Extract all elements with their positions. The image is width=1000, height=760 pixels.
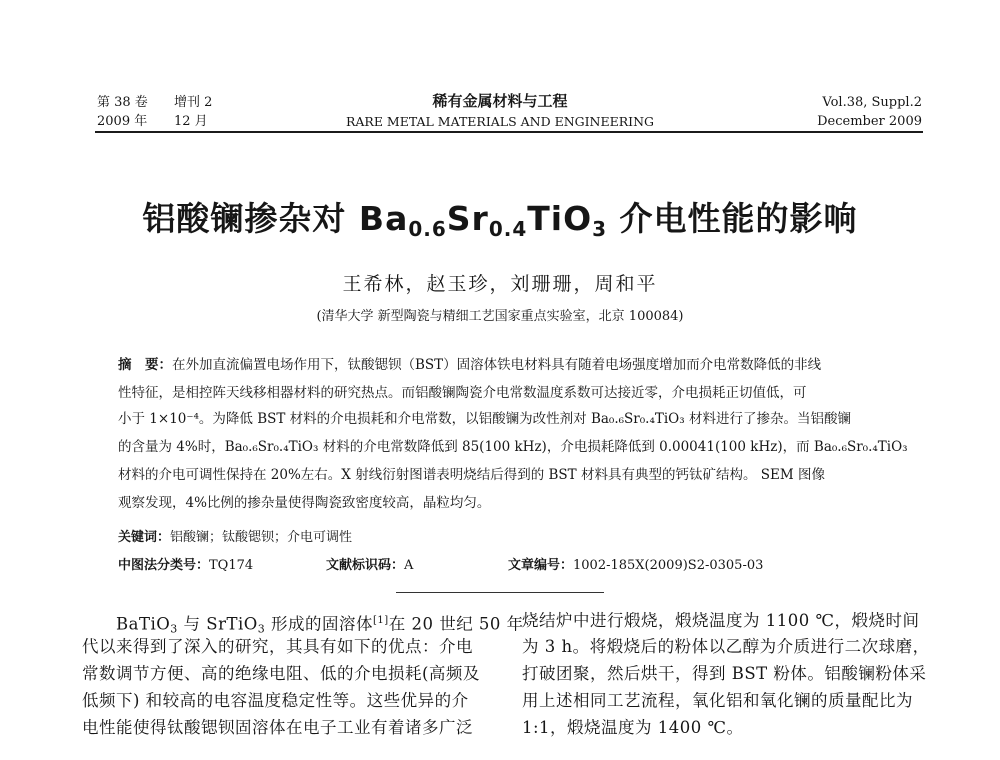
journal-title-cn: 稀有金属材料与工程 [432,92,568,110]
journal-title-en: RARE METAL MATERIALS AND ENGINEERING [345,114,655,129]
formula-subscript: 0.4 [488,217,528,241]
clc-number [118,554,253,573]
clc-label: 中图法分类号： [118,558,210,573]
volume-label: 第 38 卷 [97,95,148,110]
formula-element: Ba [358,199,409,238]
doc-code [326,554,413,573]
paper-title [0,193,1000,241]
body-left-line: BaTiO$_3$ 与 SrTiO$_3$ 形成的固溶体[1]在 20 世纪 50 年 [116,614,524,636]
body-left-line: 代以来得到了深入的研究，其具有如下的优点：介电 [82,637,473,656]
abstract-text: 在外加直流偏置电场作用下，钛酸锶钡（BST）固溶体铁电材料具有随着电场强度增加而介电常数降低的非线 [172,357,822,373]
title-formula [358,199,608,241]
abstract-line: 小于 1×10⁻⁴。为降低 BST 材料的介电损耗和介电常数，以铝酸镧为改性剂对 Ba₀.₆Sr₀.₄TiO₃ 材料进行了掺杂。当铝酸镧 [118,411,851,427]
body-left-line: 电性能使得钛酸锶钡固溶体在电子工业有着诸多广泛 [82,718,473,737]
abstract-line: 性特征，是相控阵天线移相器材料的研究热点。而铝酸镧陶瓷介电常数温度系数可达接近零，介电损耗正切值低，可 [118,385,807,401]
header-rule [95,131,923,133]
volume-en: Vol.38, Suppl.2 [822,95,922,110]
body-left-line: 低频下) 和较高的电容温度稳定性等。这些优异的介 [82,691,469,710]
body-right-line: 1:1，煅烧温度为 1400 ℃。 [522,718,744,737]
title-suffix: 介电性能的影响 [607,199,858,238]
formula-subscript: 0.6 [408,217,447,241]
author-list: 王希林，赵玉珍，刘珊珊，周和平 [342,273,658,295]
affiliation: (清华大学 新型陶瓷与精细工艺国家重点实验室，北京 100084) [316,309,684,324]
article-number-label: 文章编号： [508,558,574,573]
abstract-line: 观察发现，4%比例的掺杂量使得陶瓷致密度较高，晶粒均匀。 [118,495,491,511]
section-divider [396,592,604,593]
article-number-value: 1002-185X(2009)S2-0305-03 [573,558,764,573]
body-right-line: 用上述相同工艺流程，氧化铝和氧化镧的质量配比为 [522,691,913,710]
doc-label: 文献标识码： [326,558,405,573]
formula-element: Sr [446,199,489,238]
abstract-line: 的含量为 4%时，Ba₀.₆Sr₀.₄TiO₃ 材料的介电常数降低到 85(100 kHz)，介电损耗降低到 0.00041(100 kHz)，而 Ba₀.₆Sr₀.₄TiO₃ [118,439,908,455]
citation-ref: [1] [373,615,389,626]
abstract-line [118,356,821,374]
abstract-label: 摘 要： [118,357,172,373]
keywords-value: 铝酸镧；钛酸锶钡；介电可调性 [170,530,353,545]
title-prefix: 铝酸镧掺杂对 [142,199,359,238]
formula-subscript: 3 [592,217,608,241]
body-right-line: 烧结炉中进行煅烧，煅烧温度为 1100 ℃，煅烧时间 [522,611,920,630]
keywords-label: 关键词： [118,530,171,545]
year-label: 2009 年 [97,114,148,129]
date-en: December 2009 [817,114,922,129]
formula-element: TiO [527,199,593,238]
body-right-line: 打破团聚，然后烘干，得到 BST 粉体。铝酸镧粉体采 [522,664,927,683]
issue-label: 增刊 2 [174,95,213,110]
clc-value: TQ174 [209,558,254,573]
article-number [508,554,763,573]
keywords [118,526,352,545]
month-label: 12 月 [174,114,208,129]
abstract-line: 材料的介电可调性保持在 20%左右。X 射线衍射图谱表明烧结后得到的 BST 材料具有典型的钙钛矿结构。 SEM 图像 [118,467,825,483]
doc-value: A [404,558,414,573]
body-right-line: 为 3 h。将煅烧后的粉体以乙醇为介质进行二次球磨， [522,637,930,656]
body-left-line: 常数调节方便、高的绝缘电阻、低的介电损耗(高频及 [82,664,480,683]
